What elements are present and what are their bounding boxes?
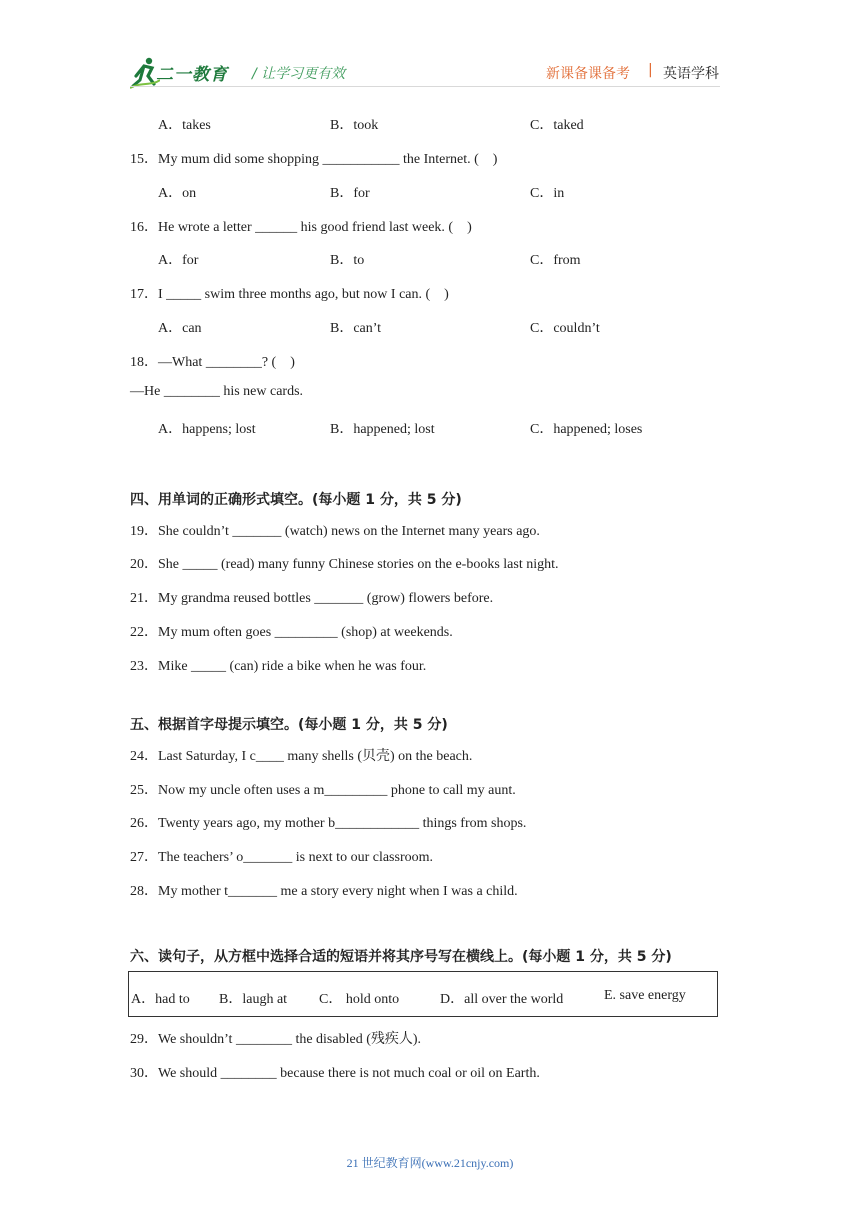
header-divider	[130, 86, 720, 87]
question-30: 30．We should ________ because there is not much coal or oil on Earth.	[130, 1066, 540, 1081]
q16-option-b: B．to	[330, 253, 365, 268]
phrase-option-a: A．had to	[131, 992, 190, 1007]
q18-option-a: A．happens; lost	[158, 422, 256, 437]
question-21: 21．My grandma reused bottles _______ (grow) flowers before.	[130, 591, 494, 606]
question-28: 28．My mother t_______ me a story every night when I was a child.	[130, 884, 518, 899]
question-26: 26．Twenty years ago, my mother b____________ things from shops.	[130, 816, 527, 831]
q15-option-a: A．on	[158, 186, 197, 201]
header-separator: |	[648, 62, 653, 78]
phrase-option-c: C． hold onto	[319, 992, 400, 1007]
slogan: / 让学习更有效	[252, 66, 346, 82]
q14-option-a: A．takes	[158, 118, 211, 133]
header-title: 新课备课备考	[546, 66, 630, 82]
question-18-line2: —He ________ his new cards.	[130, 384, 304, 399]
q17-option-a: A．can	[158, 321, 202, 336]
q14-option-b: B．took	[330, 118, 379, 133]
footer-source[interactable]: 21 世纪教育网(www.21cnjy.com)	[346, 1156, 514, 1170]
question-18-line1: 18．—What ________? ( )	[130, 355, 295, 370]
q16-option-c: C．from	[530, 253, 581, 268]
section-5-title: 五、根据首字母提示填空。(每小题 1 分，共 5 分)	[130, 717, 448, 733]
section-4-title: 四、用单词的正确形式填空。(每小题 1 分，共 5 分)	[130, 492, 462, 508]
question-22: 22．My mum often goes _________ (shop) at weekends.	[130, 625, 453, 640]
question-27: 27．The teachers’ o_______ is next to our classroom.	[130, 850, 434, 865]
phrase-option-b: B．laugh at	[219, 992, 288, 1007]
question-19: 19．She couldn’t _______ (watch) news on the Internet many years ago.	[130, 524, 540, 539]
q15-option-b: B．for	[330, 186, 370, 201]
phrase-option-e: E. save energy	[604, 988, 686, 1003]
question-29: 29．We shouldn’t ________ the disabled (残疾人).	[130, 1032, 422, 1047]
question-20: 20．She _____ (read) many funny Chinese stories on the e-books last night.	[130, 557, 559, 572]
header-subject: 英语学科	[663, 66, 719, 82]
q14-option-c: C．taked	[530, 118, 584, 133]
q18-option-c: C．happened; loses	[530, 422, 643, 437]
question-15: 15．My mum did some shopping ___________ the Internet. ( )	[130, 152, 498, 167]
phrase-option-d: D．all over the world	[440, 992, 564, 1007]
question-16: 16．He wrote a letter ______ his good friend last week. ( )	[130, 220, 472, 235]
logo-text: 二一教育	[156, 65, 228, 85]
question-17: 17．I _____ swim three months ago, but now I can. ( )	[130, 287, 449, 302]
q16-option-a: A．for	[158, 253, 199, 268]
section-6-title: 六、读句子，从方框中选择合适的短语并将其序号写在横线上。(每小题 1 分，共 5 分)	[130, 949, 672, 965]
question-24: 24．Last Saturday, I c____ many shells (贝壳) on the beach.	[130, 749, 473, 764]
q15-option-c: C．in	[530, 186, 565, 201]
q18-option-b: B．happened; lost	[330, 422, 435, 437]
q17-option-c: C．couldn’t	[530, 321, 600, 336]
question-25: 25．Now my uncle often uses a m_________ phone to call my aunt.	[130, 783, 516, 798]
question-23: 23．Mike _____ (can) ride a bike when he was four.	[130, 659, 427, 674]
q17-option-b: B．can’t	[330, 321, 382, 336]
